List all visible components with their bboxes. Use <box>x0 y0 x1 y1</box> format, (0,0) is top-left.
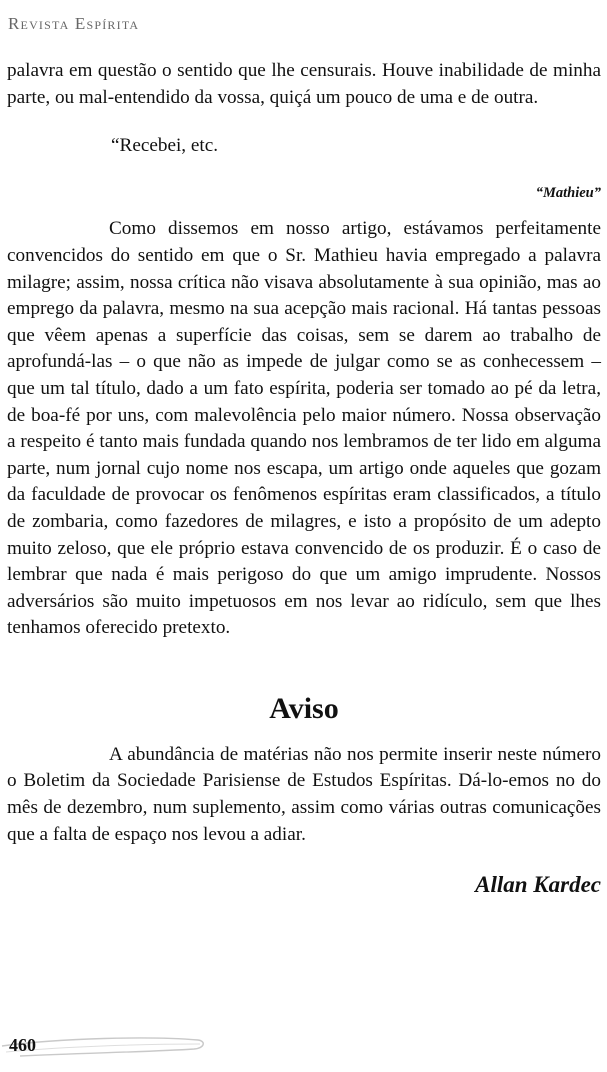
notice-paragraph: A abundância de matérias não nos permite inserir neste número o Boletim da Sociedade Parisiense de Estudos Espíritas. Dá-lo-emos no do mês de dezembro, num suplemento, assim como várias outras comunicações que a falta de espaço nos levou a adiar. <box>7 743 601 845</box>
running-header: Revista Espírita <box>8 14 140 33</box>
page-number: 460 <box>9 1035 36 1055</box>
notice-title: Aviso <box>269 691 339 725</box>
page-footer <box>0 1022 220 1070</box>
author-signature: Allan Kardec <box>475 872 601 898</box>
body-paragraph-2: Como dissemos em nosso artigo, estávamos perfeitamente convencidos do sentido em que o Sr. Mathieu havia empregado a palavra milagre; assim, nossa crítica não visava absolutamente à sua opinião, mas ao emprego da palavra, mesmo na sua acepção mais racional. Há tantas pessoas que vêem apenas a superfície das coisas, sem se darem ao trabalho de aprofundá-las – o que não as impede de julgar como se as conhecessem – que um tal título, dado a um fato espírita, poderia ser tomado ao pé da letra, de boa-fé por uns, com malevolência pelo maior número. Nossa observação a respeito é tanto mais fundada quando nos lembramos de ter lido em alguma parte, num jornal cujo nome nos escapa, um artigo onde aqueles que gozam da faculdade de provocar os fenômenos espíritas eram classificados, a título de zombaria, como fazedores de milagres, e isto a propósito de um adepto muito zeloso, que ele próprio estava convencido de os produzir. É o caso de lembrar que nada é mais perigoso do que um amigo imprudente. Nossos adversários são muito impetuosos em nos levar ao ridículo, sem que lhes tenhamos oferecido pretexto. <box>7 218 601 639</box>
body-paragraph-1: palavra em questão o sentido que lhe censurais. Houve inabilidade de minha parte, ou mal-entendido da vossa, quiçá um pouco de uma e de outra. <box>7 60 601 108</box>
page-content <box>7 58 601 899</box>
letter-signature: “Mathieu” <box>535 184 601 201</box>
quote-line: “Recebei, etc. <box>111 135 219 157</box>
